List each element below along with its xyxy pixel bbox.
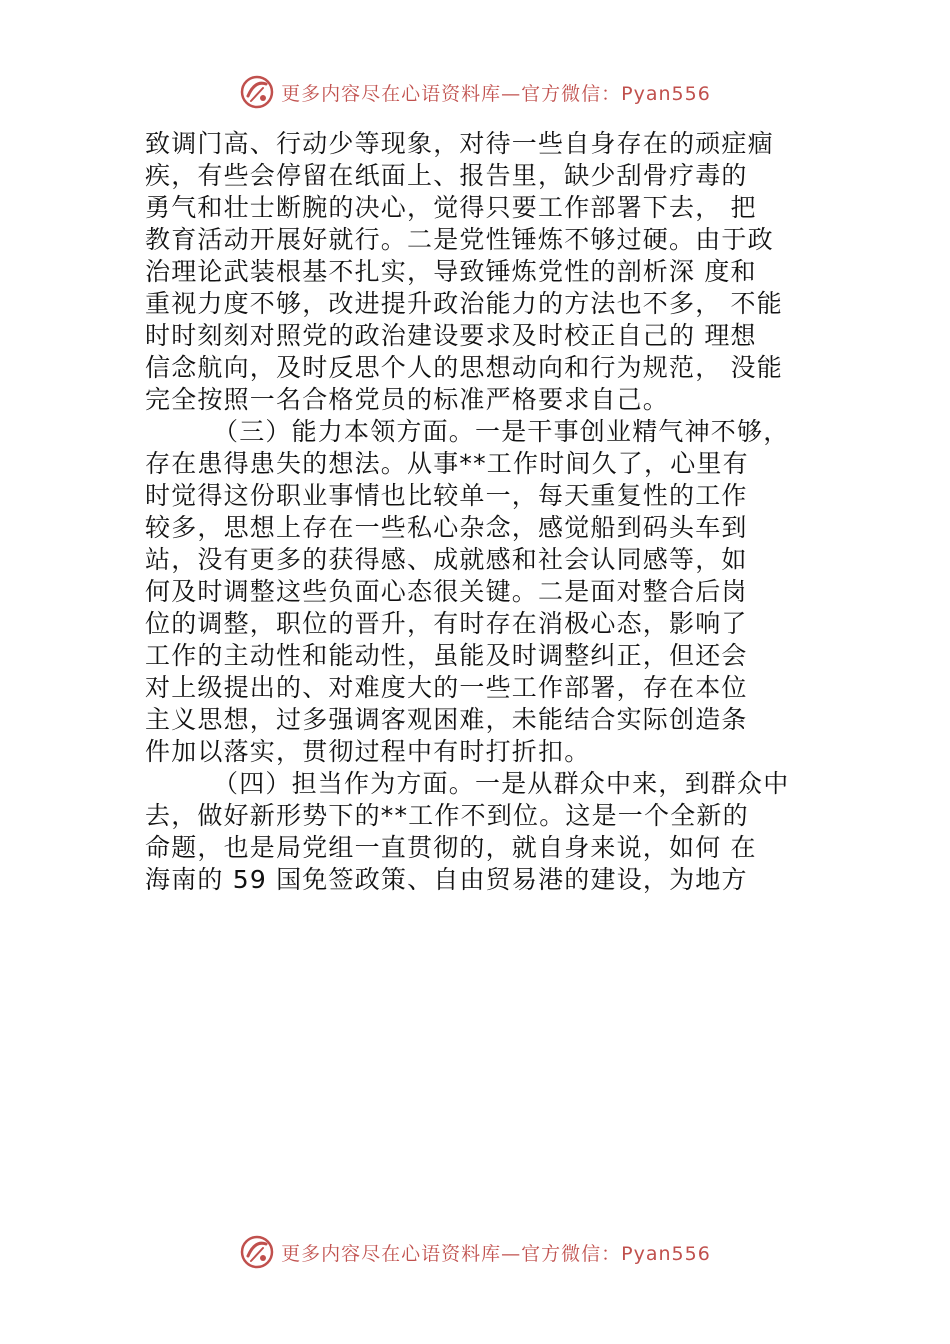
text-line: 信念航向，及时反思个人的思想动向和行为规范， 没能 [145, 353, 783, 382]
text-line: 去，做好新形势下的**工作不到位。这是一个全新的 [145, 801, 749, 830]
text-line: 何及时调整这些负面心态很关键。二是面对整合后岗 [145, 577, 748, 606]
text-line: 海南的 59 国免签政策、自由贸易港的建设，为地方 [145, 865, 748, 894]
text-line: 重视力度不够，改进提升政治能力的方法也不多， 不能 [145, 289, 783, 318]
text-line: 工作的主动性和能动性，虽能及时调整纠正，但还会 [145, 641, 748, 670]
text-line: 时时刻刻对照党的政治建设要求及时校正自己的 理想 [145, 321, 757, 350]
footer-banner-text: 更多内容尽在心语资料库—官方微信：Pyan556 [281, 1242, 711, 1265]
text-line: 对上级提出的、对难度大的一些工作部署，存在本位 [145, 673, 748, 702]
text-line: 时觉得这份职业事情也比较单一，每天重复性的工作 [145, 481, 748, 510]
text-line: 存在患得患失的想法。从事**工作时间久了，心里有 [145, 449, 749, 478]
text-line: 勇气和壮士断腕的决心，觉得只要工作部署下去， 把 [145, 193, 757, 222]
text-line: （三）能力本领方面。一是干事创业精气神不够， [213, 417, 790, 446]
footer-wechat-id: Pyan556 [621, 1242, 711, 1265]
text-line: 疾，有些会停留在纸面上、报告里，缺少刮骨疗毒的 [145, 161, 748, 190]
header-banner [0, 72, 950, 112]
text-line: （四）担当作为方面。一是从群众中来，到群众中 [213, 769, 790, 798]
text-line: 主义思想，过多强调客观困难，未能结合实际创造条 [145, 705, 748, 734]
text-line: 件加以落实，贯彻过程中有时打折扣。 [145, 737, 591, 766]
text-line: 治理论武装根基不扎实，导致锤炼党性的剖析深 度和 [145, 257, 757, 286]
text-line: 站，没有更多的获得感、成就感和社会认同感等，如 [145, 545, 748, 574]
footer-banner [0, 1232, 950, 1272]
header-wechat-id: Pyan556 [621, 82, 711, 105]
text-line: 命题，也是局党组一直贯彻的，就自身来说，如何 在 [145, 833, 757, 862]
logo-icon [239, 1234, 275, 1270]
header-banner-text: 更多内容尽在心语资料库—官方微信：Pyan556 [281, 82, 711, 105]
logo-icon [239, 74, 275, 110]
text-line: 教育活动开展好就行。二是党性锤炼不够过硬。由于政 [145, 225, 774, 254]
document-body [145, 128, 833, 896]
text-line: 位的调整，职位的晋升，有时存在消极心态，影响了 [145, 609, 748, 638]
text-line: 完全按照一名合格党员的标准严格要求自己。 [145, 385, 670, 414]
text-line: 较多，思想上存在一些私心杂念，感觉船到码头车到 [145, 513, 748, 542]
text-line: 致调门高、行动少等现象，对待一些自身存在的顽症痼 [145, 129, 774, 158]
